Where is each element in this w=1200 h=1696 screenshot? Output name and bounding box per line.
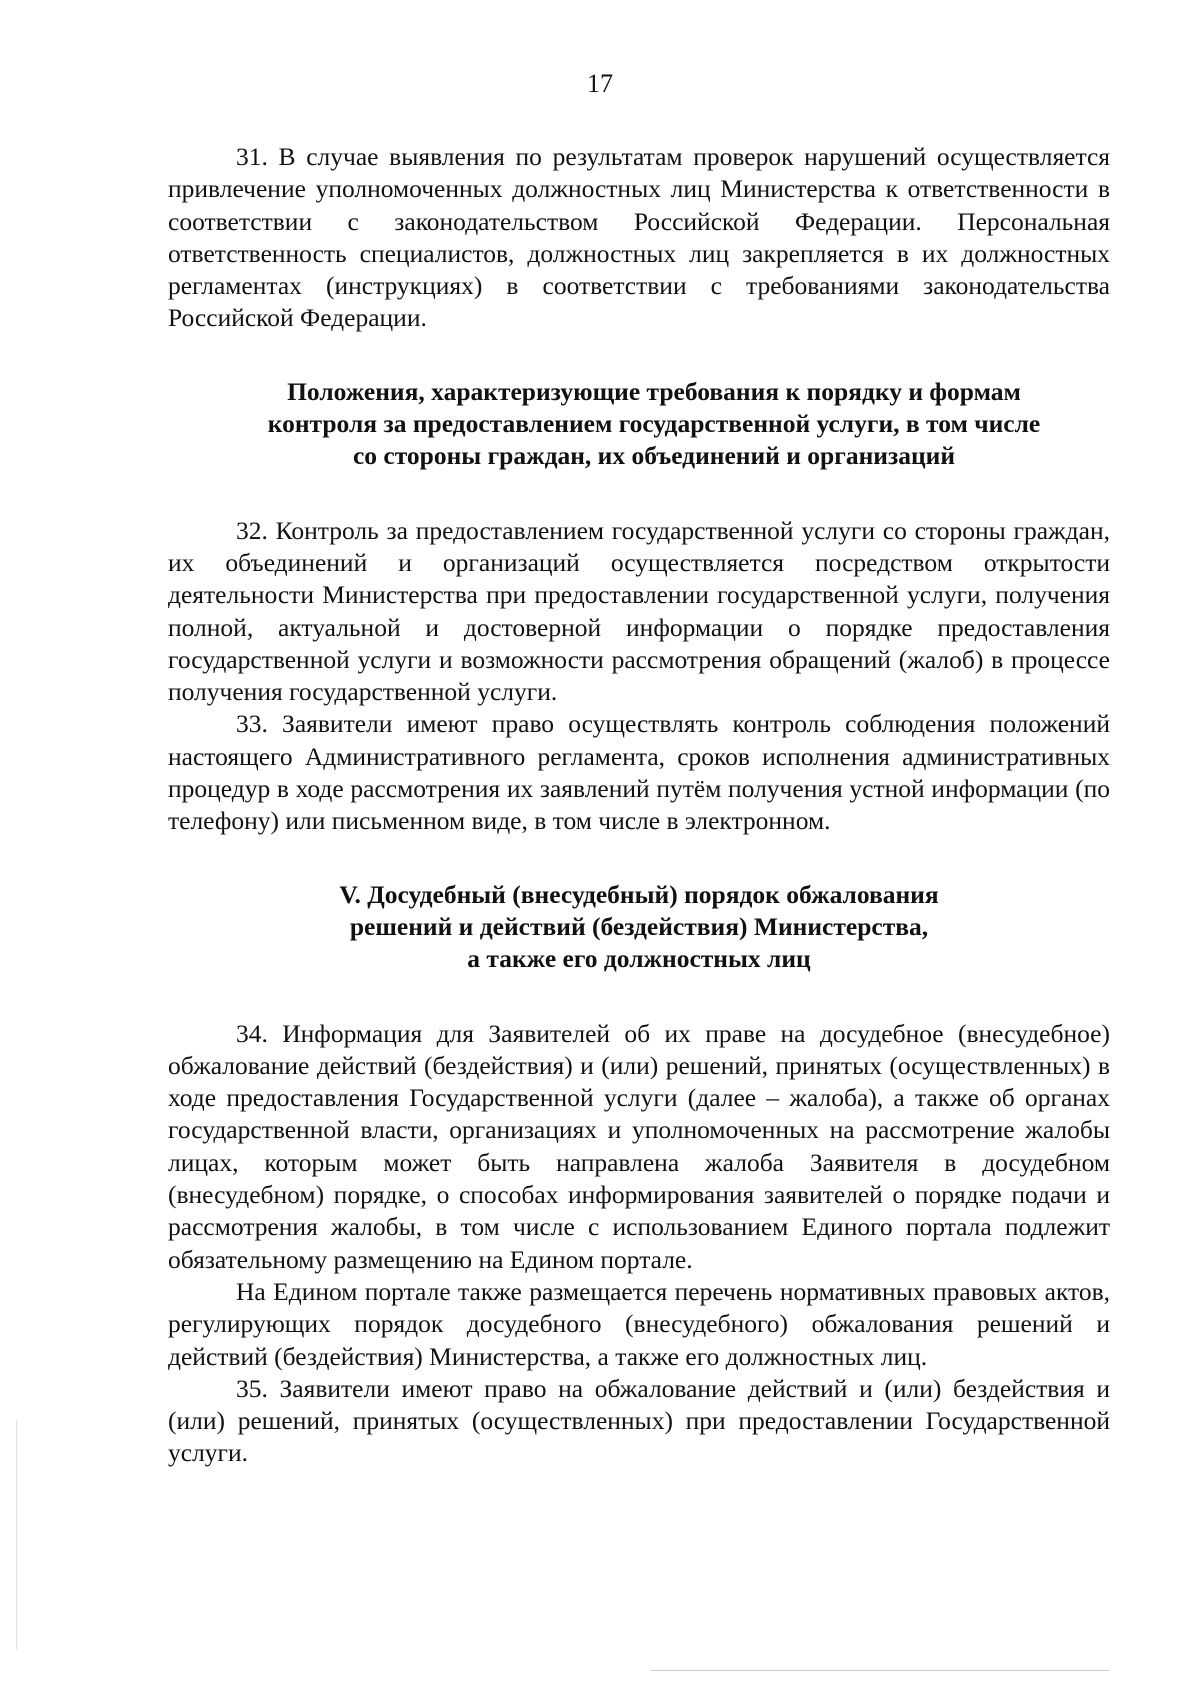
paragraph-34: 34. Информация для Заявителей об их праве на досудебное (внесудебное) обжалование действий (бездействия) и (или) решений, принятых (осуществленных) в ходе предоставления Государственной услуги (далее – жалоба), а также об органах государственной власти, организациях и уполномоченных на рассмотрение жалобы лицах, которым может быть направлена жалоба Заявителя в досудебном (внесудебном) порядке, о способах информирования заявителей о порядке подачи и рассмотрения жалобы, в том числе с использованием Единого портала подлежит обязательному размещению на Едином портале. xyxy=(168,1018,1110,1274)
section-heading-appeal xyxy=(168,879,1110,976)
paragraph-34-portal: На Едином портале также размещается перечень нормативных правовых актов, регулирующих порядок досудебного (внесудебного) обжалования решений и действий (бездействия) Министерства, а также его должностных лиц. xyxy=(168,1276,1110,1371)
scan-edge-artifact xyxy=(16,1420,17,1650)
scan-line-artifact xyxy=(650,1670,1110,1671)
paragraph-33: 33. Заявители имеют право осуществлять контроль соблюдения положений настоящего Административного регламента, сроков исполнения административных процедур в ходе рассмотрения их заявлений путём получения устной информации (по телефону) или письменном виде, в том числе в электронном. xyxy=(168,709,1110,836)
page-number: 17 xyxy=(587,69,613,98)
paragraph-35: 35. Заявители имеют право на обжалование действий и (или) бездействия и (или) решений, принятых (осуществленных) при предоставлении Государственной услуги. xyxy=(168,1373,1110,1468)
heading-control-title xyxy=(198,376,1110,473)
heading-appeal-line-3: а также его должностных лиц xyxy=(467,944,811,974)
heading-control-line-3: со стороны граждан, их объединений и организаций xyxy=(352,441,956,471)
heading-control-line-1: Положения, характеризующие требования к порядку и формам xyxy=(287,376,1021,406)
heading-appeal-title xyxy=(168,879,1110,976)
paragraph-32: 32. Контроль за предоставлением государственной услуги со стороны граждан, их объединений и организаций осуществляется посредством открытости деятельности Министерства при предоставлении государственной услуги, получения полной, актуальной и достоверной информации о порядке предоставления государственной услуги и возможности рассмотрения обращений (жалоб) в процессе получения государственной услуги. xyxy=(168,515,1110,707)
heading-appeal-line-2: решений и действий (бездействия) Министерства, xyxy=(349,911,929,941)
document-body xyxy=(168,141,1110,1470)
heading-control-line-2: контроля за предоставлением государственной услуги, в том числе xyxy=(267,409,1041,439)
heading-appeal-line-1: V. Досудебный (внесудебный) порядок обжалования xyxy=(339,879,939,909)
paragraph-31: 31. В случае выявления по результатам проверок нарушений осуществляется привлечение уполномоченных должностных лиц Министерства к ответственности в соответствии с законодательством Российской Федерации. Персональная ответственность специалистов, должностных лиц закрепляется в их должностных регламентах (инструкциях) в соответствии с требованиями законодательства Российской Федерации. xyxy=(168,142,1110,333)
section-heading-control xyxy=(168,376,1110,473)
